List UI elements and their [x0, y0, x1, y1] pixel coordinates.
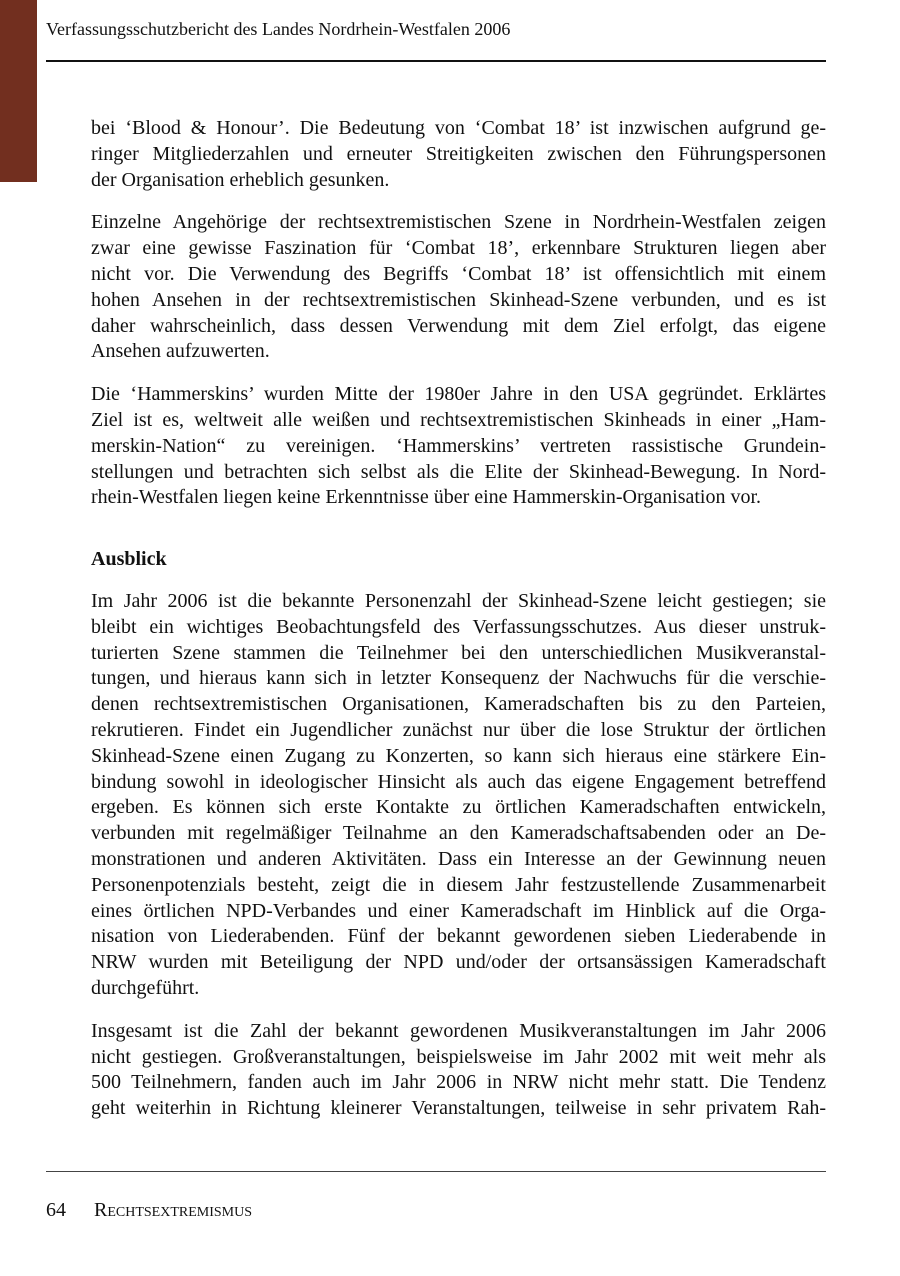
- text-line: tungen, und hieraus kann sich in letzter Konsequenz der Nachwuchs für die verschie-: [91, 667, 826, 690]
- text-line: monstrationen und anderen Aktivitäten. Dass ein Interesse an der Gewinnung neuen: [91, 847, 826, 870]
- section-heading-ausblick: Ausblick: [91, 548, 167, 571]
- chapter-color-tab: [0, 0, 37, 182]
- text-line: 500 Teilnehmern, fanden auch im Jahr 2006 in NRW nicht mehr statt. Die Tendenz: [91, 1071, 826, 1094]
- text-line: Im Jahr 2006 ist die bekannte Personenzahl der Skinhead-Szene leicht gestiegen; sie: [91, 589, 826, 612]
- paragraph-ausblick-skinhead-scene: [91, 589, 826, 1002]
- text-line: merskin-Nation“ zu vereinigen. ‘Hammerskins’ vertreten rassistische Grundein-: [91, 434, 826, 457]
- text-line: rhein-Westfalen liegen keine Erkenntnisse über eine Hammerskin-Organisation vor.: [91, 486, 762, 509]
- paragraph-hammerskins: [91, 382, 826, 511]
- text-line: rekrutieren. Findet ein Jugendlicher zunächst nur über die lose Struktur der örtlichen: [91, 718, 826, 741]
- running-header-title: Verfassungsschutzbericht des Landes Nordrhein-Westfalen 2006: [46, 19, 511, 39]
- text-line: hohen Ansehen in der rechtsextremistischen Skinhead-Szene verbunden, und es ist: [91, 288, 826, 311]
- header-divider: [46, 60, 826, 62]
- paragraph-combat-18-fascination: [91, 210, 826, 365]
- text-line: eines örtlichen NPD-Verbandes und einer Kameradschaft im Hinblick auf die Orga-: [91, 899, 826, 922]
- text-line: bindung sowohl in ideologischer Hinsicht als auch das eigene Engagement betreffend: [91, 770, 826, 793]
- text-line: ergeben. Es können sich erste Kontakte zu örtlichen Kameradschaften entwickeln,: [91, 796, 826, 819]
- paragraph-music-events: [91, 1019, 826, 1122]
- text-line: denen rechtsextremistischen Organisationen, Kameradschaften bis zu den Parteien,: [91, 693, 826, 716]
- text-line: nicht vor. Die Verwendung des Begriffs ‘Combat 18’ ist offensichtlich mit einem: [91, 262, 826, 285]
- text-line: Die ‘Hammerskins’ wurden Mitte der 1980er Jahre in den USA gegründet. Erklärtes: [91, 383, 826, 406]
- text-line: Ziel ist es, weltweit alle weißen und rechtsextremistischen Skinheads in einer „Ham-: [91, 408, 826, 431]
- text-line: Einzelne Angehörige der rechtsextremistischen Szene in Nordrhein-Westfalen zeigen: [91, 211, 826, 234]
- text-line: zwar eine gewisse Faszination für ‘Combat 18’, erkennbare Strukturen liegen aber: [91, 237, 826, 260]
- footer-divider: [46, 1171, 826, 1172]
- text-line: nicht gestiegen. Großveranstaltungen, beispielsweise im Jahr 2002 mit weit mehr als: [91, 1045, 826, 1068]
- text-line: bei ‘Blood & Honour’. Die Bedeutung von ‘Combat 18’ ist inzwischen aufgrund ge-: [91, 117, 826, 139]
- text-line: daher wahrscheinlich, dass dessen Verwendung mit dem Ziel erfolgt, das eigene: [91, 314, 826, 337]
- page-number: 64: [46, 1199, 66, 1221]
- text-line: Personenpotenzials besteht, zeigt die in diesem Jahr festzustellende Zusammenarbeit: [91, 873, 826, 896]
- text-line: Skinhead-Szene einen Zugang zu Konzerten, so kann sich hieraus eine stärkere Ein-: [91, 744, 826, 767]
- text-line: durchgeführt.: [91, 976, 200, 999]
- text-line: nisation von Liederabenden. Fünf der bekannt gewordenen sieben Liederabende in: [91, 925, 826, 948]
- text-line: bleibt ein wichtiges Beobachtungsfeld des Verfassungsschutzes. Aus dieser unstruk-: [91, 615, 826, 638]
- text-line: geht weiterhin in Richtung kleinerer Veranstaltungen, teilweise in sehr privatem Rah-: [91, 1097, 826, 1120]
- text-line: Ansehen aufzuwerten.: [91, 340, 270, 363]
- text-line: turierten Szene stammen die Teilnehmer bei den unterschiedlichen Musikveranstal-: [91, 641, 826, 664]
- text-line: stellungen und betrachten sich selbst als die Elite der Skinhead-Bewegung. In Nord-: [91, 460, 826, 483]
- text-line: verbunden mit regelmäßiger Teilnahme an den Kameradschaftsabenden oder an De-: [91, 822, 826, 845]
- text-line: Insgesamt ist die Zahl der bekannt gewordenen Musikveranstaltungen im Jahr 2006: [91, 1019, 826, 1042]
- text-line: der Organisation erheblich gesunken.: [91, 168, 390, 191]
- paragraph-combat-18-decline: [91, 116, 826, 193]
- text-line: NRW wurden mit Beteiligung der NPD und/oder der ortsansässigen Kameradschaft: [91, 951, 826, 974]
- page-body: [91, 116, 826, 1139]
- text-line: ringer Mitgliederzahlen und erneuter Streitigkeiten zwischen den Führungspersonen: [91, 142, 826, 165]
- running-footer-section: Rechtsextremismus: [94, 1199, 253, 1221]
